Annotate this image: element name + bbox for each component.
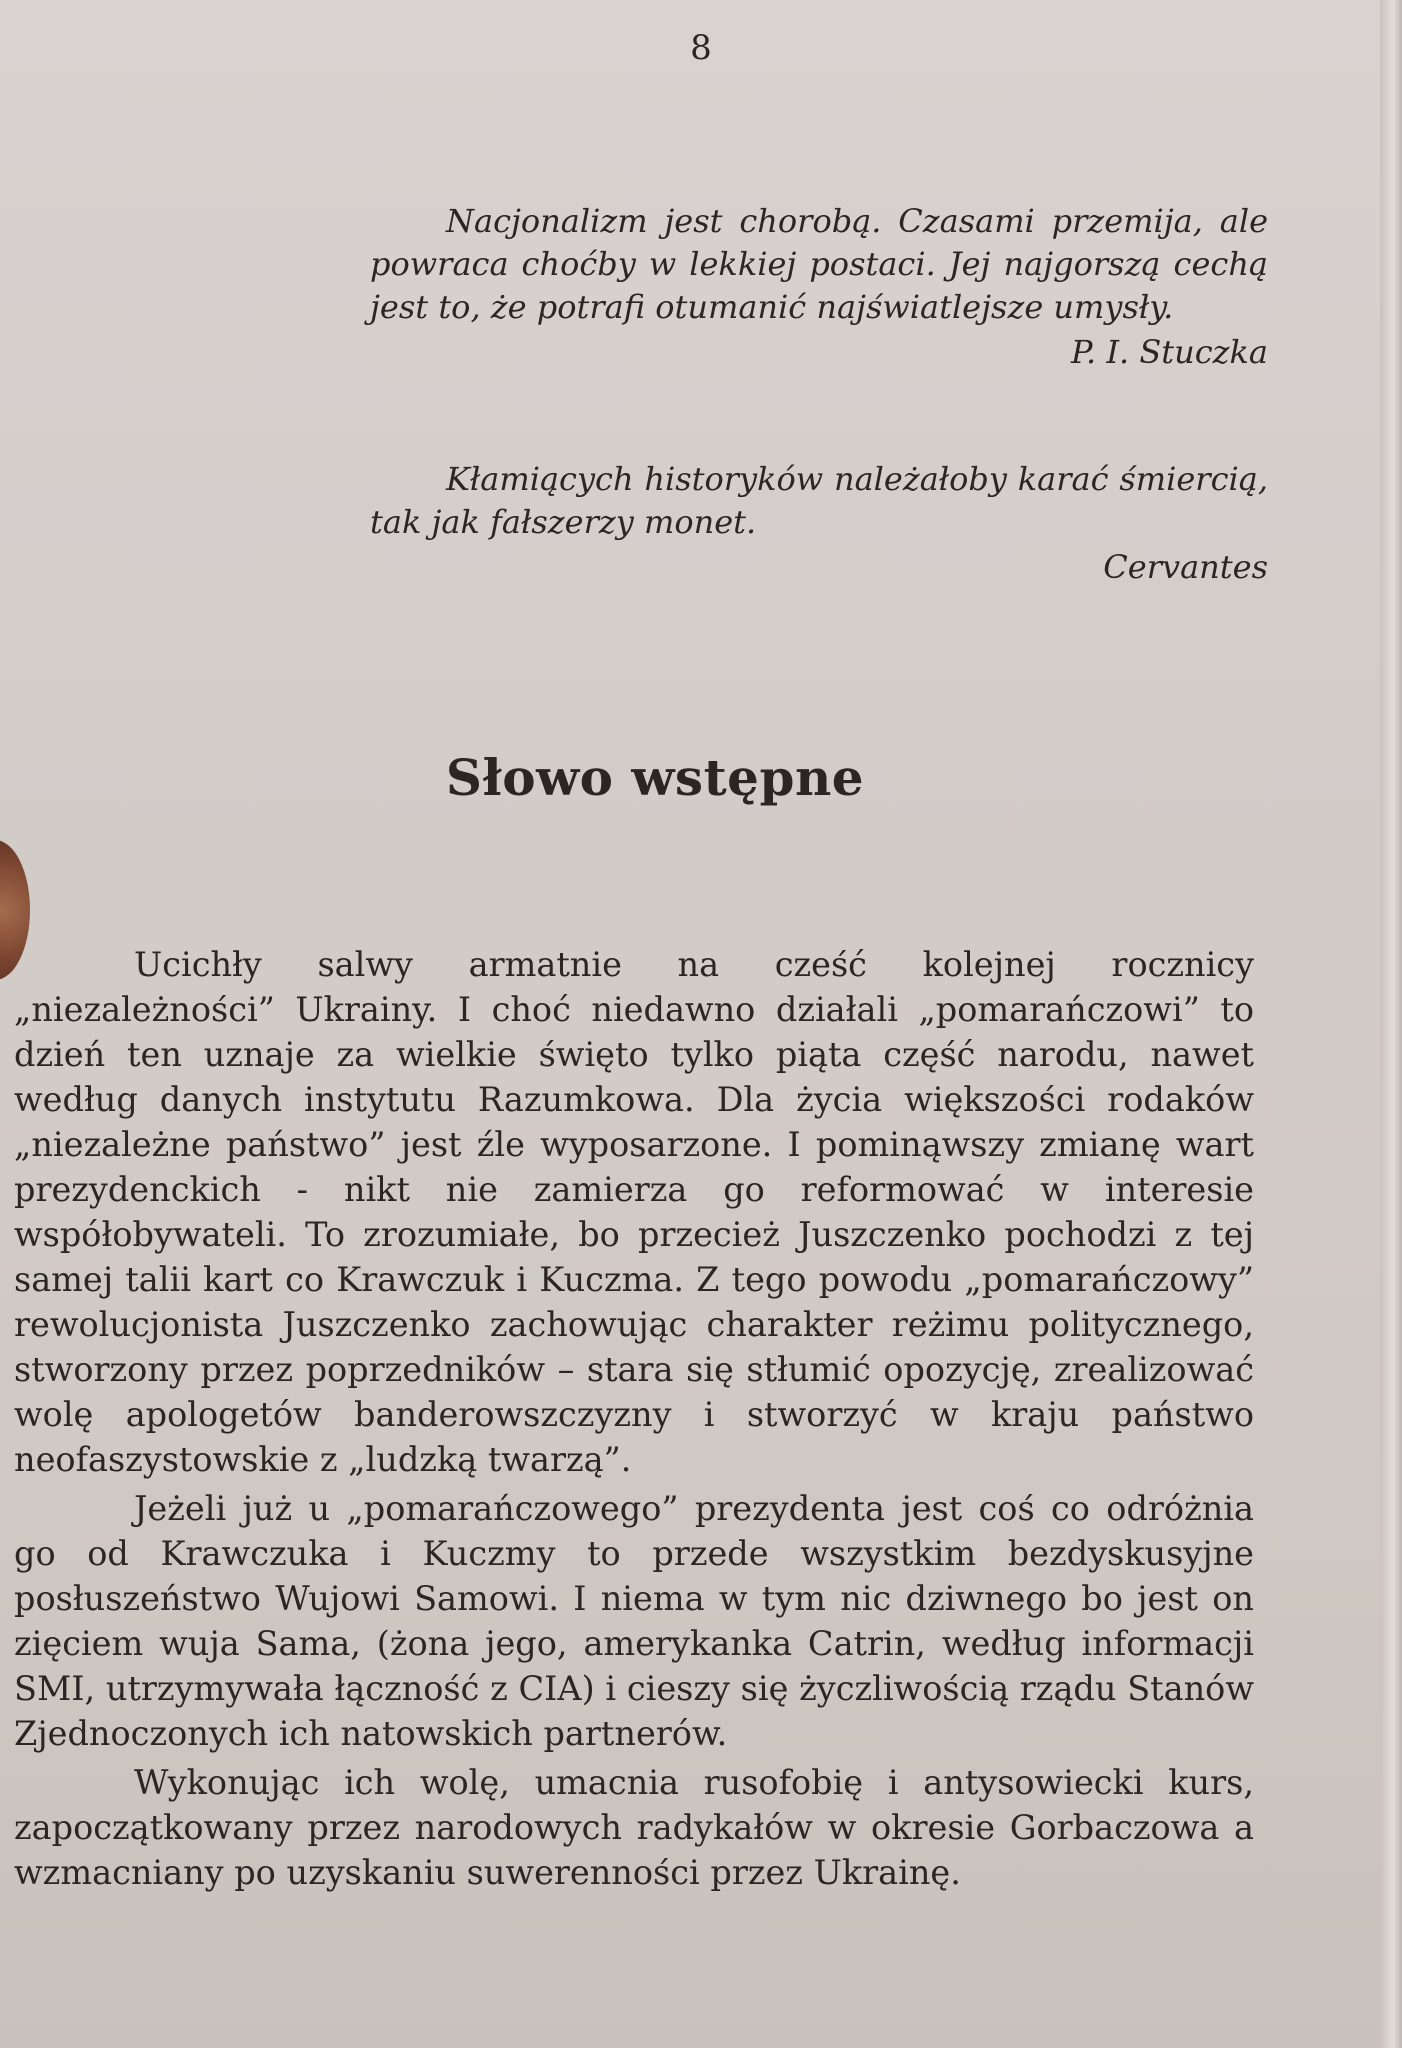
epigraph-stuczka	[370, 200, 1268, 374]
body-text	[14, 942, 1254, 1895]
page-edge	[1380, 0, 1402, 2048]
paragraph: Wykonując ich wolę, umacnia rusofobię i antysowiecki kurs, zapoczątkowany przez narodowych radykałów w okresie Gorbaczowa a wzmacniany po uzyskaniu suwerenności przez Ukrainę.	[14, 1763, 1254, 1892]
paragraph: Ucichły salwy armatnie na cześć kolejnej rocznicy „niezależności” Ukrainy. I choć niedawno działali „pomarańczowi” to dzień ten uznaje za wielkie święto tylko piąta część narodu, nawet według danych instytutu Razumkowa. Dla życia większości rodaków „niezależne państwo” jest źle wyposarzone. I pominąwszy zmianę wart prezydenckich - nikt nie zamierza go reformować w interesie współobywateli. To zrozumiałe, bo przecież Juszczenko pochodzi z tej samej talii kart co Krawczuk i Kuczma. Z tego powodu „pomarańczowy” rewolucjonista Juszczenko zachowując charakter reżimu politycznego, stworzony przez poprzedników – stara się stłumić opozycję, zrealizować wolę apologetów banderowszczyzny i stworzyć w kraju państwo neofaszystowskie z „ludzką twarzą”.	[14, 945, 1254, 1479]
epigraph-text: Kłamiących historyków należałoby karać śmiercią, tak jak fałszerzy monet.	[370, 460, 1268, 541]
page-number: 8	[690, 28, 712, 68]
epigraph-cervantes	[370, 458, 1268, 589]
paragraph: Jeżeli już u „pomarańczowego” prezydenta jest coś co odróżnia go od Krawczuka i Kuczmy to przede wszystkim bezdyskusyjne posłuszeństwo Wujowi Samowi. I niema w tym nic dziwnego bo jest on zięciem wuja Sama, (żona jego, amerykanka Catrin, według informacji SMI, utrzymywała łączność z CIA) i cieszy się życzliwością rządu Stanów Zjednoczonych ich natowskich partnerów.	[14, 1489, 1254, 1753]
epigraph-author: P. I. Stuczka	[1070, 333, 1268, 371]
epigraph-author: Cervantes	[1103, 548, 1268, 586]
chapter-heading: Słowo wstępne	[445, 748, 865, 807]
epigraph-text: Nacjonalizm jest chorobą. Czasami przemija, ale powraca choćby w lekkiej postaci. Jej najgorszą cechą jest to, że potrafi otumanić najświatlejsze umysły.	[370, 202, 1268, 326]
